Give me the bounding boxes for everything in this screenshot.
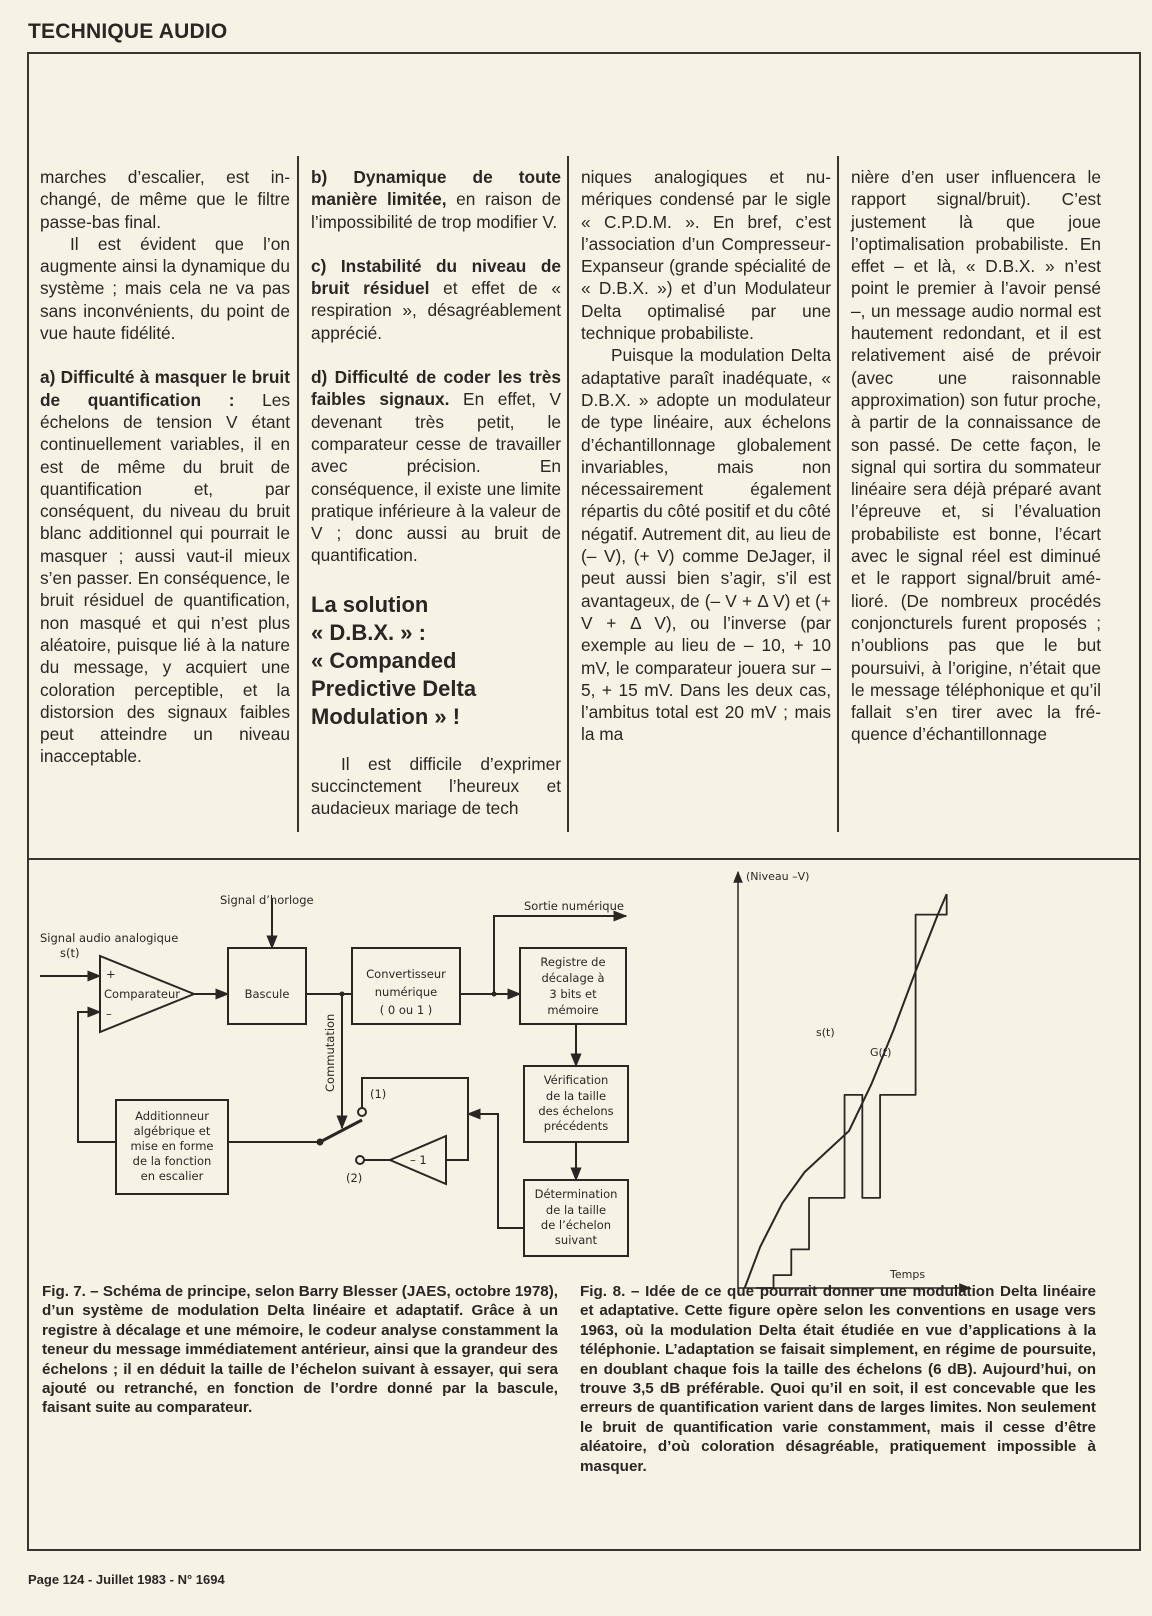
paragraph: nière d’en user influencera le rapport signal/bruit). C’est justement là que joue l’optimalisation probabiliste. En effet – et là, « D.B.X. » n’est point le premier à l’avoir pensé –, un message audio normal est hautement redondant, et il est relativement aisé de prévoir (avec une raisonnable approximation) son futur proche, à partir de la connaissance de son passé. De cette façon, le signal qui sortira du sommateur linéaire sera déjà préparé avant l’épreuve et, si l’évaluation probabiliste est bonne, l’écart avec le signal réel est diminué et le rapport signal/bruit amélioré. (De nombreux procédés conjoncturels furent proposés ; n’oublions pas que le but poursuivi, à l’origine, n’était que le message téléphonique et qu’il fallait s’en tirer avec la fréquence d’échantillonnage: [851, 167, 1101, 745]
inverter-input-line: [446, 1114, 468, 1160]
article-column-3: [581, 166, 831, 746]
fig7-block-diagram: [8, 830, 668, 1270]
g-staircase-label: G(t): [870, 1046, 892, 1059]
article-column-2: [311, 166, 561, 820]
input-signal-label: s(t): [60, 946, 80, 960]
register-line-1: Registre de: [540, 955, 606, 969]
section-header: TECHNIQUE AUDIO: [28, 20, 228, 43]
fig8-chart: [700, 860, 1080, 1300]
input-label: Signal audio analogique: [40, 931, 179, 945]
paragraph: c) Instabilité du niveau de bruit résiduel et effet de « respiration », désagréablement apprécié.: [311, 255, 561, 343]
verification-line-4: précédents: [543, 1119, 609, 1133]
inverter-label: – 1: [410, 1153, 427, 1167]
determination-line-1: Détermination: [534, 1187, 618, 1201]
commutation-label: Commutation: [323, 1013, 337, 1092]
bascule-box: [228, 948, 306, 1024]
switch-contact-2: [356, 1156, 364, 1164]
converter-line-1: Convertisseur: [366, 967, 446, 981]
paragraph: Il est difficile d’exprimer succinctement l’heureux et audacieux mariage de tech: [311, 753, 561, 819]
point-a-heading: a) Difficulté à masquer le bruit de quantification :: [40, 367, 290, 410]
adder-line-1: Additionneur: [135, 1109, 209, 1123]
fig8-caption: Fig. 8. – Idée de ce que pourrait donner une modulation Delta linéaire et adaptative. Cette figure opère selon les conventions en usage vers 1963, où la modulation Delta était étudiée en vue d’applications à la téléphonie. L’adaptation se faisait simplement, en régime de poursuite, en doublant chaque fois la taille des échelons (6 dB). Aujourd’hui, on trouve 3,5 dB préférable. Quoi qu’il en soit, il est concevable que les erreurs de quantification varient dans de larges limites. Non seulement le bruit de quantification varie constamment, mais il cesse d’être aléatoire, d’où coloration désagréable, pratiquement impossible à masquer.: [580, 1283, 1096, 1475]
fig7-caption: Fig. 7. – Schéma de principe, selon Barry Blesser (JAES, octobre 1978), d’un système de modulation Delta linéaire et adaptatif. Grâce à un registre à décalage et une mémoire, le codeur analyse constamment la teneur du message immédiatement antérieur, ainsi que la grandeur des échelons ; il en déduit la taille de l’échelon suivant à essayer, qui sera ajouté ou retranché, en fonction de l’ordre donné par la bascule, faisant suite au comparateur.: [42, 1283, 558, 1417]
s-curve-label: s(t): [816, 1026, 835, 1039]
determination-feedback-arrow: [468, 1114, 524, 1228]
point-d-heading: d) Difficulté de coder les très faibles signaux.: [311, 367, 561, 410]
article-column-4: [851, 166, 1101, 746]
verification-line-2: de la taille: [545, 1089, 607, 1103]
point-b-heading: b) Dynamique de toute manière limitée,: [311, 167, 561, 210]
register-line-4: mémoire: [547, 1003, 599, 1017]
plus-sign: +: [106, 967, 116, 981]
digital-output-label: Sortie numérique: [524, 899, 624, 913]
paragraph: Puisque la modulation Delta adaptative paraît inadéquate, « D.B.X. » adopte un modulateur de type linéaire, aux échelons d’échantillonnage globalement invariables, mais non nécessairement également répartis du côté positif et du côté négatif. Autrement dit, au lieu de (– V), (+ V) comme DeJager, il peut aussi bien s’agir, s’il est avantageux, de (– V + Δ V) et (+ V + Δ V), ou l’inverse (par exemple au lieu de – 10, + 10 mV, le comparateur jouera sur – 5, + 15 mV. Dans les deux cas, l’ambitus total est 20 mV ; mais la ma: [581, 345, 831, 745]
paragraph: b) Dynamique de toute manière limitée, en raison de l’impossibilité de trop modifier V.: [311, 167, 561, 232]
adder-line-5: en escalier: [140, 1169, 204, 1183]
determination-line-2: de la taille: [545, 1203, 607, 1217]
column-rule: [567, 156, 569, 832]
adder-line-2: algébrique et: [133, 1124, 211, 1138]
page-footer: Page 124 - Juillet 1983 - N° 1694: [28, 1572, 225, 1587]
switch-pivot: [317, 1139, 324, 1146]
series-gt-line: [756, 894, 947, 1288]
junction-dot: [340, 992, 345, 997]
minus-sign: –: [106, 1007, 112, 1021]
verification-line-3: des échelons: [538, 1104, 614, 1118]
section-subheading: La solution « D.B.X. » : « Companded Predictive Delta Modulation » !: [311, 591, 477, 729]
article-text-block: [29, 54, 1139, 860]
bascule-label: Bascule: [244, 987, 290, 1001]
switch-position-2-label: (2): [346, 1171, 363, 1185]
clock-label: Signal d’horloge: [220, 893, 314, 907]
converter-line-3: ( 0 ou 1 ): [379, 1003, 433, 1017]
adder-line-3: mise en forme: [130, 1139, 214, 1153]
verification-line-1: Vérification: [543, 1073, 609, 1087]
determination-line-4: suivant: [554, 1233, 598, 1247]
y-axis-label: (Niveau –V): [746, 870, 810, 883]
register-line-2: décalage à: [541, 971, 605, 985]
paragraph: d) Difficulté de coder les très faibles signaux. En effet, V devenant très petit, le comparateur cesse de travailler avec précision. En conséquence, il existe une limite pratique inférieure à la valeur de V ; donc aussi au bruit de quantification.: [311, 367, 562, 566]
comparator-label: Comparateur: [104, 987, 180, 1001]
column-rule: [297, 156, 299, 832]
adder-line-4: de la fonction: [132, 1154, 212, 1168]
column-rule: [837, 156, 839, 832]
register-line-3: 3 bits et: [549, 987, 597, 1001]
article-column-1: [40, 166, 290, 768]
paragraph: niques analogiques et numériques condensé par le sigle « C.P.D.M. ». En bref, c’est l’association d’un Compresseur-Expanseur (grande spécialité de « D.B.X. ») et d’un Modulateur Delta optimalisé par une technique probabiliste.: [581, 167, 831, 344]
feedback-to-comparator-arrow: [78, 1012, 116, 1142]
x-axis-label: Temps: [890, 1268, 926, 1281]
paragraph: marches d’escalier, est inchangé, de même que le filtre passe-bas final.: [40, 167, 290, 232]
paragraph: a) Difficulté à masquer le bruit de quantification : Les échelons de tension V étant continuellement variables, il en est de même du bruit de quantification et, par conséquent, du niveau du bruit blanc additionnel qui pourrait le masquer ; aussi vaut-il mieux s’en passer. En conséquence, le bruit résiduel de quantification, non masqué et qui n’est plus aléatoire, puisque lié à la nature du message, y acquiert une coloration perceptible, et la distorsion des signaux faibles peut atteindre un niveau inacceptable.: [40, 367, 290, 767]
switch-position-1-label: (1): [370, 1087, 387, 1101]
junction-dot: [492, 992, 497, 997]
paragraph: Il est évident que l’on augmente ainsi la dynamique du système ; mais cela ne va pas sans inconvénients, du point de vue haute fidélité.: [40, 233, 290, 344]
converter-line-2: numérique: [374, 985, 438, 999]
point-c-heading: c) Instabilité du niveau de bruit résiduel: [311, 255, 561, 299]
determination-line-3: de l’échelon: [540, 1218, 612, 1232]
switch-contact-1: [358, 1108, 366, 1116]
